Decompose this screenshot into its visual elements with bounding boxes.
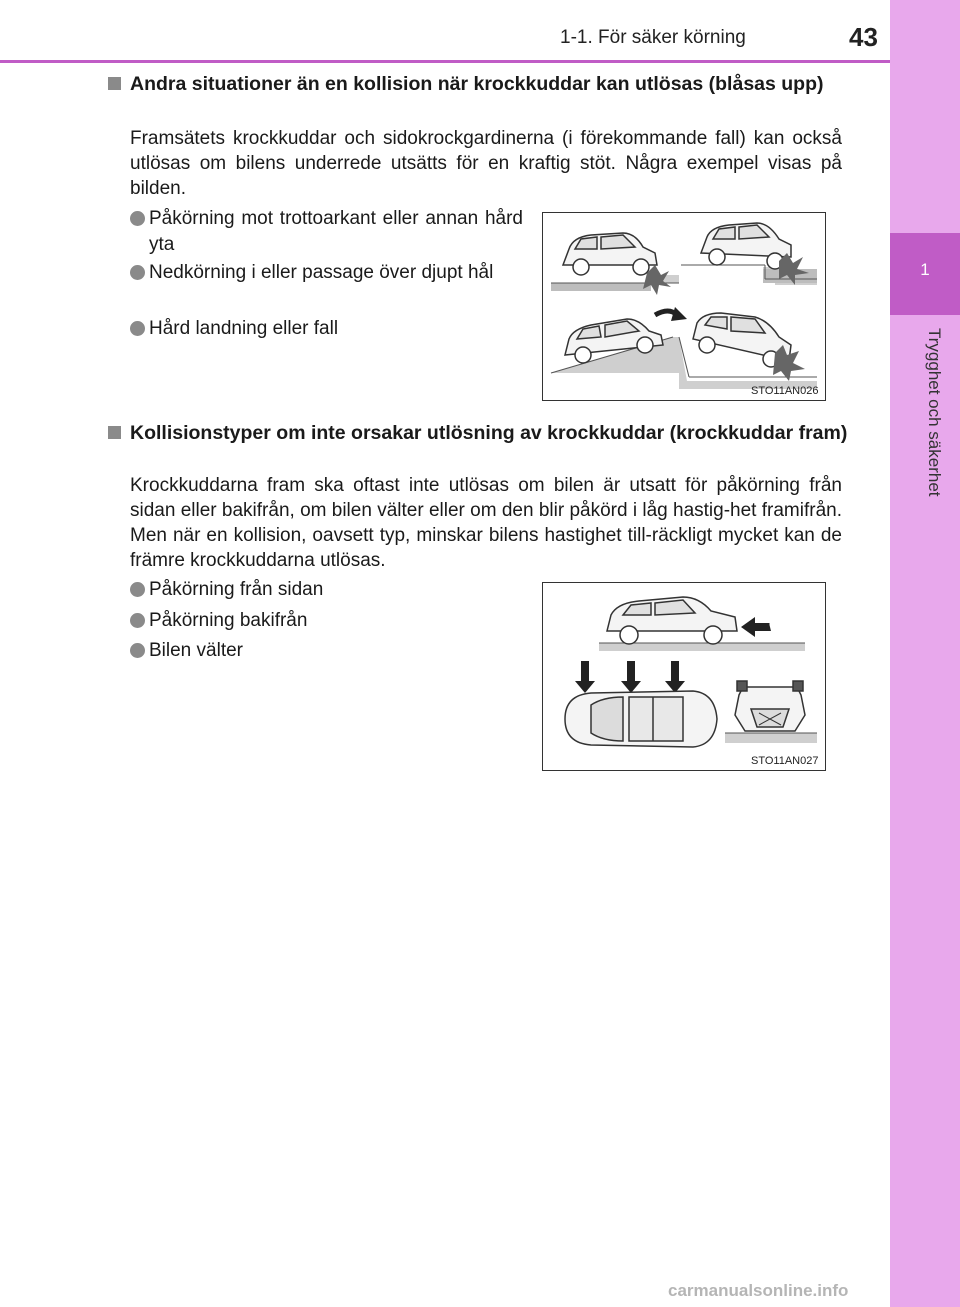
section2-heading-text: Kollisionstyper om inte orsakar utlösning av krockkuddar (krockkuddar fram) [130,422,848,444]
figure-undercarriage-impacts [542,212,826,401]
running-header-section: 1-1. För säker körning [560,27,746,48]
watermark: carmanualsonline.info [668,1281,849,1300]
header-rule [0,60,890,63]
round-bullet-icon [130,211,145,226]
figure-code: STO11AN027 [751,755,819,767]
section1-heading-text: Andra situationer än en kollision när krockkuddar kan utlösas (blåsas upp) [130,73,824,95]
bullet-text: Påkörning mot trottoarkant eller annan hård yta [149,208,523,255]
square-bullet-icon [108,426,121,439]
bullet-text: Nedkörning i eller passage över djupt hål [149,262,494,283]
round-bullet-icon [130,321,145,336]
chapter-number: 1 [920,260,930,279]
chapter-side-tab [890,0,960,1307]
section1-bullet-2 [130,260,523,286]
section2-heading [108,421,850,446]
section2-bullet-2 [130,608,510,634]
collision-types-illustration [543,583,825,770]
bullet-text: Påkörning bakifrån [149,610,308,631]
section2-body: Krockkuddarna fram ska oftast inte utlösas om bilen är utsatt för påkörning från sidan eller bakifrån, om bilen välter eller om den blir påkörd i låg hastig-het framifrån. Men när en kollision, oavsett typ, minskar bilens hastighet till-räckligt mycket kan de främre krockkuddarna utlösas. [130,475,842,571]
bullet-text: Påkörning från sidan [149,579,324,600]
section2-bullet-3 [130,638,510,664]
section2-bullet-1 [130,577,510,603]
section1-heading [108,72,850,97]
section1-bullet-3 [130,316,523,342]
square-bullet-icon [108,77,121,90]
chapter-title: Trygghet och säkerhet [925,328,944,497]
car-impact-illustration [543,213,825,400]
figure-code: STO11AN026 [751,385,819,397]
figure-non-deploy-collisions [542,582,826,771]
section1-bullet-1 [130,206,523,258]
round-bullet-icon [130,613,145,628]
page-number: 43 [849,22,878,52]
section1-body: Framsätets krockkuddar och sidokrockgardinerna (i förekommande fall) kan också utlösas om bilens underrede utsätts för en kraftig stöt. Några exempel visas på bilden. [130,128,842,199]
round-bullet-icon [130,582,145,597]
round-bullet-icon [130,643,145,658]
round-bullet-icon [130,265,145,280]
bullet-text: Bilen välter [149,640,243,661]
bullet-text: Hård landning eller fall [149,318,339,339]
